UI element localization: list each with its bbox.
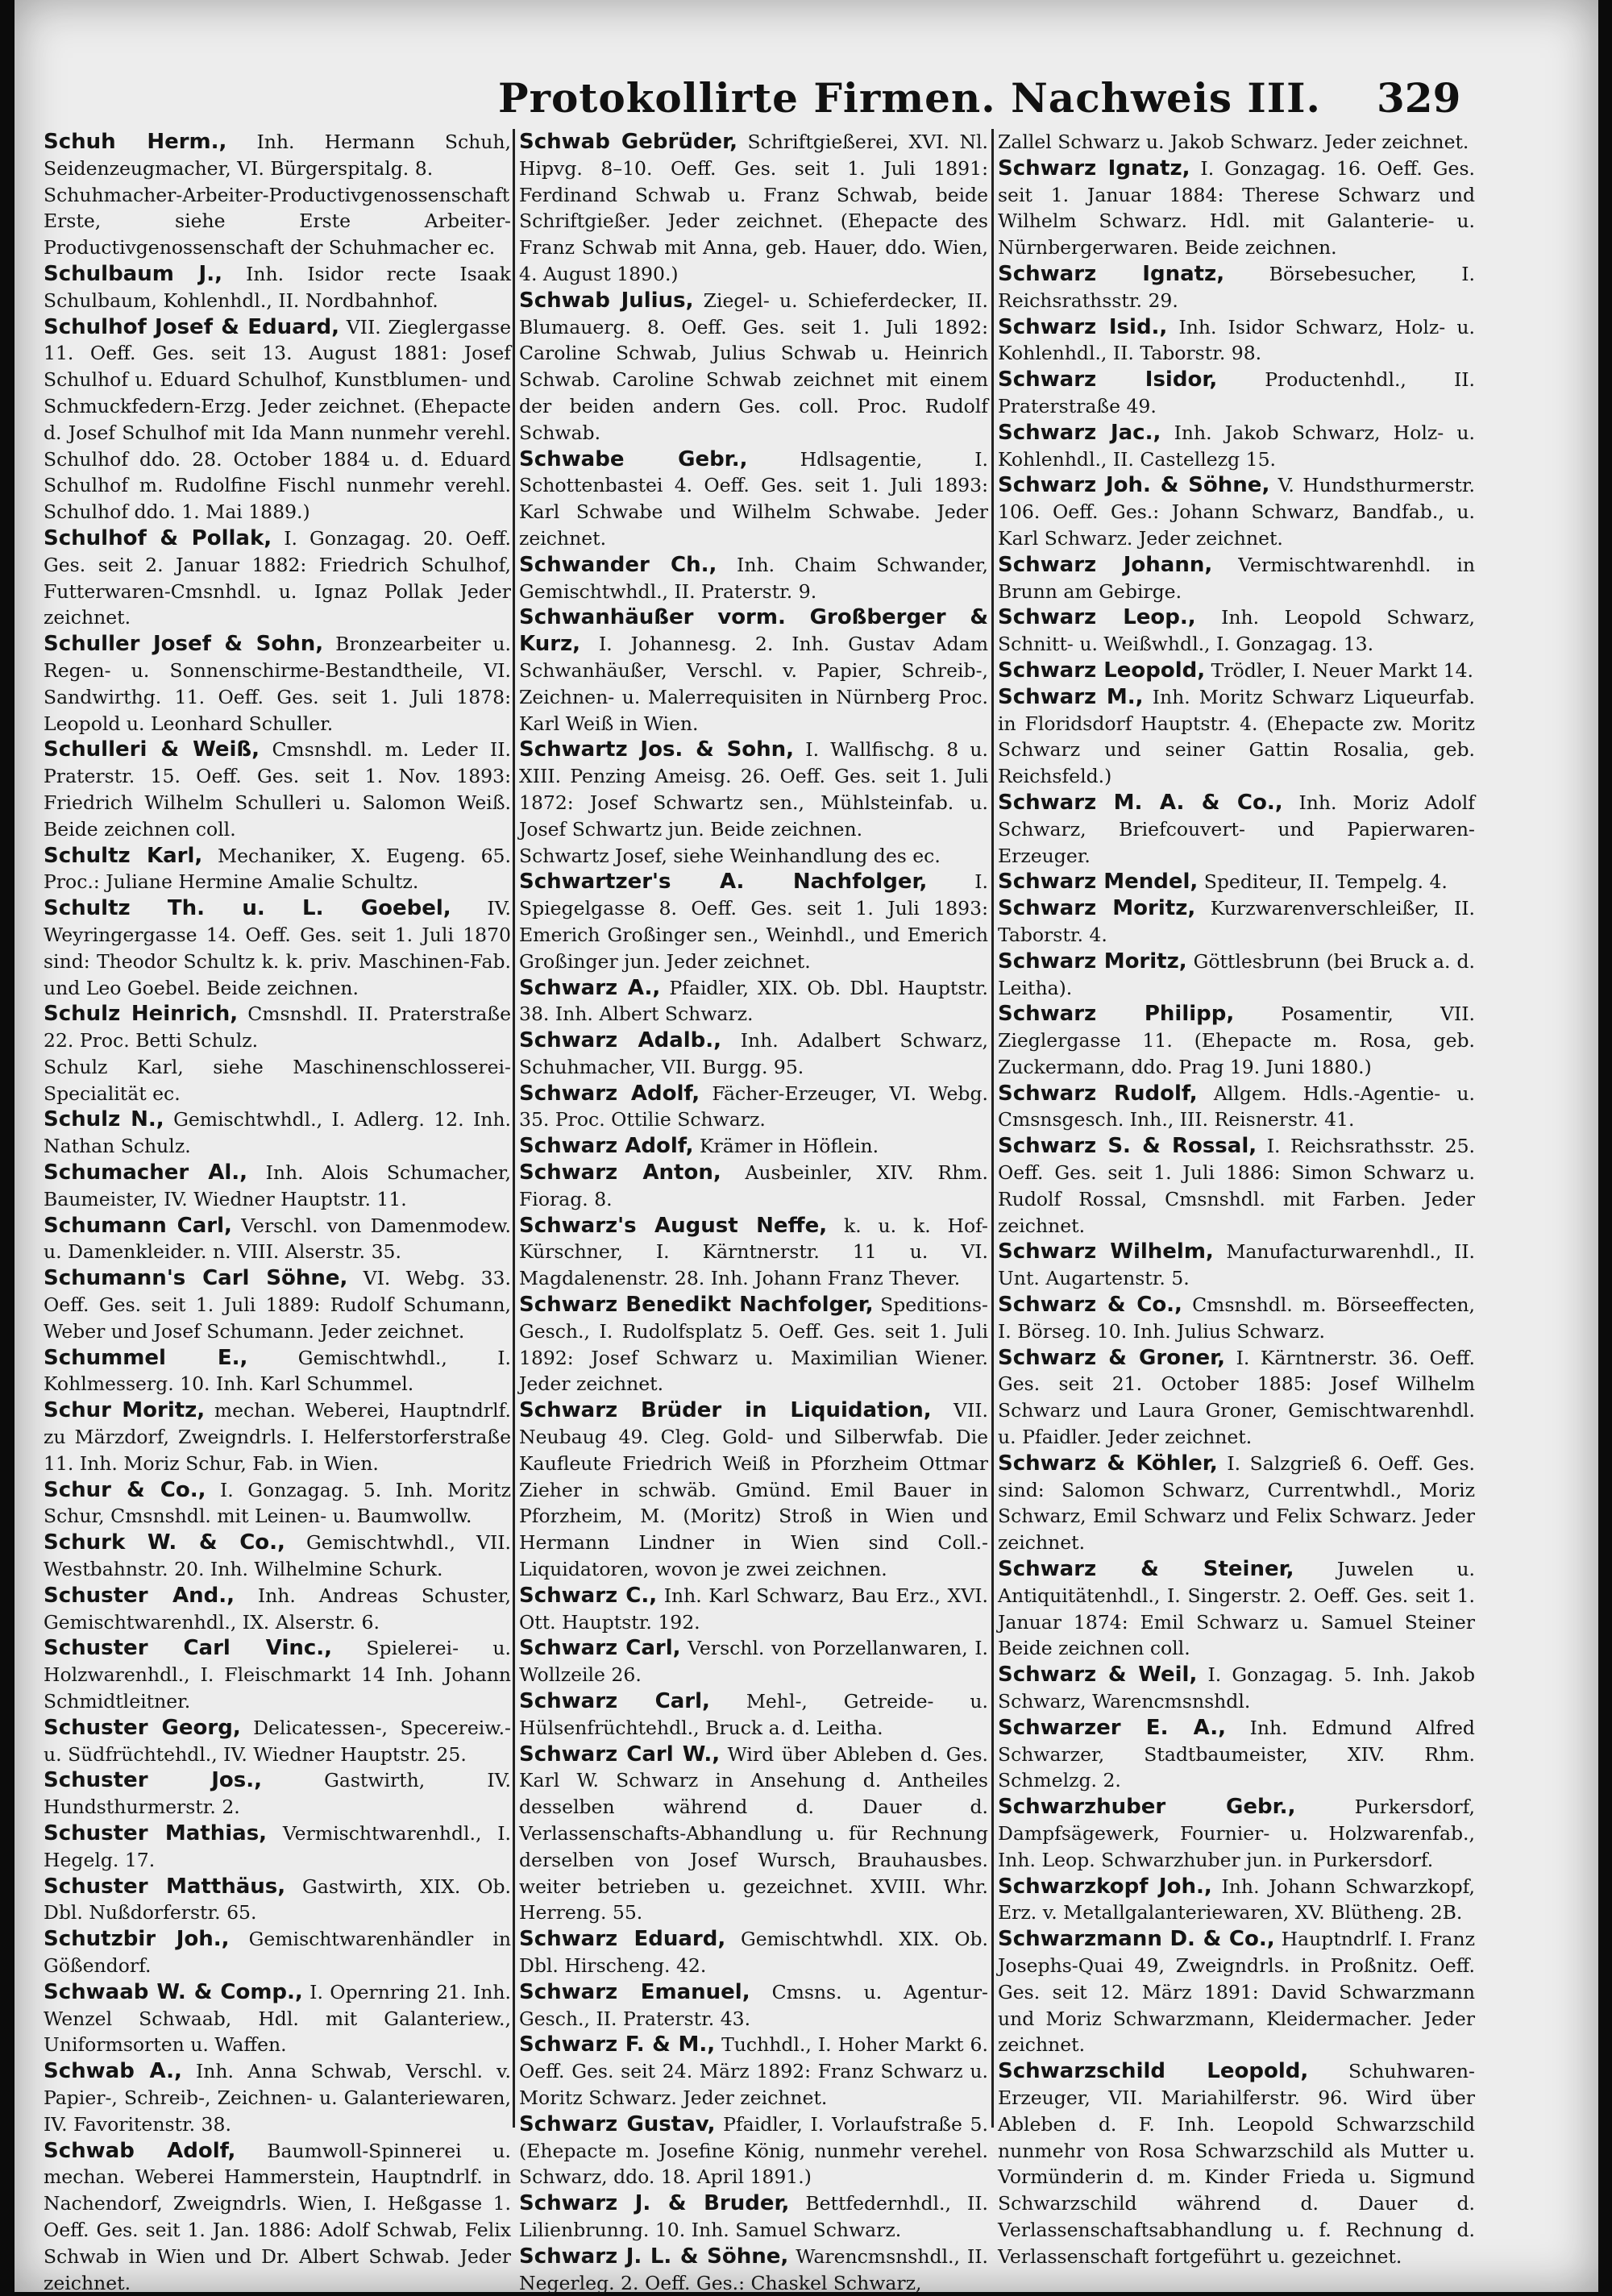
firm-name: Schulleri & Weiß,	[44, 737, 260, 762]
firm-name: Schwarz Adolf,	[519, 1134, 694, 1159]
directory-entry	[998, 1133, 1475, 1239]
page-number: 329	[1377, 74, 1461, 122]
directory-entry	[519, 1583, 988, 1636]
firm-details: Manufacturwarenhdl., II. Unt. Augartenstr. 5.	[998, 1240, 1475, 1290]
firm-details: Gastwirth, IV. Hundsthurmerstr. 2.	[44, 1769, 511, 1819]
directory-entry	[998, 156, 1475, 261]
firm-details: Inh. Adalbert Schwarz, Schuhmacher, VII. Burgg. 95.	[519, 1029, 988, 1078]
directory-entry	[998, 1715, 1475, 1794]
firm-details: I. Wallfischg. 8 u. XIII. Penzing Ameisg. 26. Oeff. Ges. seit 1. Juli 1872: Josef Schwartz sen., Mühlsteinfab. u. Josef Schwartz jun. Beide zeichnen.	[519, 738, 988, 841]
firm-name: Schwab Julius,	[519, 288, 694, 313]
firm-name: Schwarzhuber Gebr.,	[998, 1795, 1296, 1820]
firm-name: Schwarz F. & M.,	[519, 2032, 716, 2057]
firm-details: Gemischtwhdl. XIX. Ob. Dbl. Hirscheng. 42.	[519, 1928, 988, 1977]
directory-entry	[519, 843, 988, 870]
directory-entry	[519, 446, 988, 552]
firm-details: Inh. Jakob Schwarz, Holz- u. Kohlenhdl., II. Castellezg 15.	[998, 421, 1475, 471]
firm-name: Schulbaum J.,	[44, 261, 222, 286]
firm-details: Juwelen u. Antiquitätenhdl., I. Singerstr. 2. Oeff. Ges. seit 1. Januar 1874: Emil Schwarz u. Samuel Steiner Beide zeichnen coll.	[998, 1558, 1475, 1660]
firm-name: Schulhof & Pollak,	[44, 525, 272, 550]
firm-name: Schwarz Anton,	[519, 1160, 721, 1185]
directory-entry	[44, 2138, 511, 2296]
directory-entry	[519, 1213, 988, 1292]
firm-details: Schuhmacher-Arbeiter-Productivgenossenschaft Erste, siehe Erste Arbeiter-Productivgenossenschaft der Schuhmacher ec.	[44, 183, 511, 259]
firm-name: Schumann Carl,	[44, 1213, 232, 1238]
directory-entry	[998, 472, 1475, 551]
firm-name: Schuster Carl Vinc.,	[44, 1636, 333, 1661]
firm-name: Schwarz S. & Rossal,	[998, 1134, 1257, 1159]
firm-details: Ausbeinler, XIV. Rhm. Fiorag. 8.	[519, 1161, 988, 1210]
directory-entry	[998, 552, 1475, 605]
directory-entry	[44, 1926, 511, 1979]
directory-entry	[519, 737, 988, 842]
firm-details: VII. Zieglergasse 11. Oeff. Ges. seit 13. August 1881: Josef Schulhof u. Eduard Schulhof, Kunstblumen- und Schmuckfedern-Erzg. Jeder zeichnet. (Ehepacte d. Josef Schulhof mit Ida Mann nunmehr verehl. Schulhof ddo. 28. October 1884 u. d. Eduard Schulhof m. Rudolfine Fischl nunmehr verehl. Schulhof ddo. 1. Mai 1889.)	[44, 315, 511, 524]
firm-details: Vermischtwarenhdl., I. Hegelg. 17.	[44, 1822, 511, 1871]
directory-entry	[519, 1635, 988, 1688]
directory-entry	[519, 2111, 988, 2190]
firm-name: Schwarz Leop.,	[998, 605, 1196, 630]
directory-entry	[44, 1635, 511, 1714]
firm-details: Cmsns. u. Agentur-Gesch., II. Praterstr. 43.	[519, 1980, 988, 2030]
firm-name: Schwarz Wilhelm,	[998, 1239, 1214, 1264]
firm-details: Mehl-, Getreide- u. Hülsenfrüchtehdl., Bruck a. d. Leitha.	[519, 1690, 988, 1739]
firm-details: Verschl. von Porzellanwaren, I. Wollzeile 26.	[519, 1637, 988, 1687]
directory-entry	[998, 895, 1475, 949]
firm-details: Productenhdl., II. Praterstraße 49.	[998, 368, 1475, 417]
directory-entry	[44, 1213, 511, 1266]
firm-details: Gemischtwhdl., I. Adlerg. 12. Inh. Nathan Schulz.	[44, 1108, 511, 1158]
firm-details: I. Gonzagag. 16. Oeff. Ges. seit 1. Januar 1884: Therese Schwarz und Wilhelm Schwarz. Hdl. mit Galanterie- u. Nürnbergerwaren. Beide zeichnen.	[998, 156, 1475, 259]
directory-entry	[998, 420, 1475, 473]
firm-details: VI. Webg. 33. Oeff. Ges. seit 1. Juli 1889: Rudolf Schumann, Weber und Josef Schumann. Jeder zeichnet.	[44, 1267, 511, 1343]
firm-details: Zallel Schwarz u. Jakob Schwarz. Jeder zeichnet.	[998, 131, 1469, 153]
firm-name: Schur & Co.,	[44, 1477, 206, 1502]
firm-name: Schuster Jos.,	[44, 1768, 262, 1793]
directory-entry	[998, 658, 1475, 684]
firm-name: Schwarz A.,	[519, 975, 661, 1000]
firm-details: Gemischtwhdl., VII. Westbahnstr. 20. Inh. Wilhelmine Schurk.	[44, 1531, 511, 1581]
directory-entry	[998, 129, 1475, 156]
directory-entry	[44, 1821, 511, 1874]
firm-name: Schwarz M.,	[998, 684, 1144, 709]
firm-name: Schwarz Adalb.,	[519, 1028, 722, 1053]
firm-name: Schuster Matthäus,	[44, 1874, 286, 1899]
firm-details: Schwartz Josef, siehe Weinhandlung des ec.	[519, 844, 941, 867]
firm-name: Schulz Heinrich,	[44, 1002, 239, 1027]
firm-details: Bronzearbeiter u. Regen- u. Sonnenschirme-Bestandtheile, VI. Sandwirthg. 11. Oeff. Ges. seit 1. Juli 1878: Leopold u. Leonhard Schuller.	[44, 633, 511, 735]
firm-details: Cmsnshdl. m. Börseeffecten, I. Börseg. 10. Inh. Julius Schwarz.	[998, 1293, 1475, 1343]
firm-details: Tuchhdl., I. Hoher Markt 6. Oeff. Ges. seit 24. März 1892: Franz Schwarz u. Moritz Schwarz. Jeder zeichnet.	[519, 2033, 988, 2109]
firm-details: I. Reichsrathsstr. 25. Oeff. Ges. seit 1. Juli 1886: Simon Schwarz u. Rudolf Rossal, Cmsnshdl. mit Farben. Jeder zeichnet.	[998, 1135, 1475, 1237]
directory-entry	[44, 1054, 511, 1107]
firm-name: Schuller Josef & Sohn,	[44, 632, 324, 657]
firm-name: Schwarz J. L. & Söhne,	[519, 2244, 789, 2269]
firm-name: Schwarz Moritz,	[998, 896, 1196, 921]
column-3	[998, 129, 1476, 2268]
firm-details: Mechaniker, X. Eugeng. 65. Proc.: Juliane Hermine Amalie Schultz.	[44, 844, 511, 894]
firm-details: Allgem. Hdls.-Agentie- u. Cmsnsgesch. Inh., III. Reisnerstr. 41.	[998, 1082, 1475, 1131]
directory-entry	[998, 261, 1475, 314]
firm-details: I. Salzgrieß 6. Oeff. Ges. sind: Salomon Schwarz, Currentwhdl., Moriz Schwarz, Emil Schwarz und Felix Schwarz. Jeder zeichnet.	[998, 1451, 1475, 1555]
firm-details: I. Gonzagag. 5. Inh. Jakob Schwarz, Warencmsnshdl.	[998, 1663, 1475, 1713]
firm-details: Göttlesbrunn (bei Bruck a. d. Leitha).	[998, 949, 1475, 999]
firm-details: Ziegel- u. Schieferdecker, II. Blumauerg. 8. Oeff. Ges. seit 1. Juli 1892: Caroline Schwab, Julius Schwab u. Heinrich Schwab. Caroline Schwab zeichnet mit einem der beiden andern Ges. coll. Proc. Rudolf Schwab.	[519, 289, 988, 444]
firm-name: Schwarz M. A. & Co.,	[998, 790, 1283, 815]
firm-details: Vermischtwarenhdl. in Brunn am Gebirge.	[998, 553, 1475, 603]
firm-name: Schwarz Brüder in Liquidation,	[519, 1398, 932, 1423]
directory-entry	[44, 314, 511, 525]
firm-name: Schultz Th. u. L. Goebel,	[44, 896, 451, 921]
firm-name: Schwarz Leopold,	[998, 658, 1206, 683]
directory-entry	[998, 1556, 1475, 1662]
firm-name: Schwander Ch.,	[519, 552, 717, 577]
directory-entry	[519, 604, 988, 737]
directory-entry	[44, 1874, 511, 1927]
directory-entry	[998, 1081, 1475, 1134]
firm-details: Verschl. von Damenmodew. u. Damenkleider. n. VIII. Alserstr. 35.	[44, 1214, 511, 1264]
firm-name: Schuster Georg,	[44, 1715, 241, 1740]
firm-details: Inh. Karl Schwarz, Bau Erz., XVI. Ott. Hauptstr. 192.	[519, 1584, 988, 1634]
firm-name: Schwarz Ignatz,	[998, 156, 1190, 181]
firm-name: Schuster And.,	[44, 1583, 235, 1608]
firm-name: Schurk W. & Co.,	[44, 1530, 285, 1555]
column-1	[44, 129, 511, 2294]
firm-details: Posamentir, VII. Zieglergasse 11. (Ehepacte m. Rosa, geb. Zuckermann, ddo. Prag 19. Juni 1880.)	[998, 1003, 1475, 1078]
directory-entry	[998, 1794, 1475, 1873]
directory-entry	[44, 182, 511, 261]
firm-name: Schwarz Gustav,	[519, 2111, 716, 2136]
firm-name: Schwarzer E. A.,	[998, 1715, 1226, 1740]
firm-details: I. Gonzagag. 5. Inh. Moritz Schur, Cmsnshdl. mit Leinen- u. Baumwollw.	[44, 1478, 511, 1528]
firm-details: mechan. Weberei, Hauptndrlf. zu Märzdorf, Zweigndrls. I. Helferstorferstraße 11. Inh. Moriz Schur, Fab. in Wien.	[44, 1399, 511, 1475]
directory-entry	[519, 1160, 988, 1213]
directory-entry	[519, 1742, 988, 1927]
directory-entry	[44, 1397, 511, 1476]
firm-details: Pfaidler, I. Vorlaufstraße 5. (Ehepacte m. Josefine König, nunmehr verehel. Schwarz, ddo. 18. April 1891.)	[519, 2112, 988, 2189]
firm-details: Purkersdorf, Dampfsägewerk, Fournier- u. Holzwarenfab., Inh. Leop. Schwarzhuber jun. in Purkersdorf.	[998, 1796, 1475, 1871]
firm-name: Schwarz Emanuel,	[519, 1979, 750, 2004]
firm-name: Schulhof Josef & Eduard,	[44, 314, 340, 339]
firm-details: Inh. Leopold Schwarz, Schnitt- u. Weißwhdl., I. Gonzagag. 13.	[998, 606, 1475, 656]
directory-entry	[519, 2032, 988, 2111]
directory-entry	[44, 1979, 511, 2058]
firm-name: Schwarz C.,	[519, 1583, 658, 1608]
firm-details: k. u. k. Hof-Kürschner, I. Kärntnerstr. 11 u. VI. Magdalenenstr. 28. Inh. Johann Franz Thever.	[519, 1214, 988, 1290]
firm-details: Wird über Ableben d. Ges. Karl W. Schwarz in Ansehung d. Antheiles desselben während d. Dauer d. Verlassenschafts-Abhandlung u. für Rechnung derselben von Josef Wursch, Brauhausbes. weiter betrieben u. gezeichnet. XVIII. Whr. Herreng. 55.	[519, 1742, 988, 1924]
directory-entry	[998, 367, 1475, 420]
firm-details: I. Opernring 21. Inh. Wenzel Schwaab, Hdl. mit Galanteriew., Uniformsorten u. Waffen.	[44, 1980, 511, 2057]
firm-name: Schwarz Benedikt Nachfolger,	[519, 1293, 874, 1318]
directory-entry	[44, 1345, 511, 1398]
firm-details: Bettfedernhdl., II. Lilienbrunng. 10. Inh. Samuel Schwarz.	[519, 2192, 988, 2241]
firm-details: Schuhwaren-Erzeuger, VII. Mariahilferstr. 96. Wird über Ableben d. F. Inh. Leopold Schwarzschild nunmehr von Rosa Schwarzschild als Mutter u. Vormünderin d. m. Kinder Frieda u. Sigmund Schwarzschild während d. Dauer d. Verlassenschaftsabhandlung u. f. Rechnung d. Verlassenschaft fortgeführt u. gezeichnet.	[998, 2060, 1475, 2268]
firm-name: Schumann's Carl Söhne,	[44, 1266, 348, 1291]
firm-details: Inh. Isidor recte Isaak Schulbaum, Kohlenhdl., II. Nordbahnhof.	[44, 262, 511, 312]
firm-name: Schur Moritz,	[44, 1398, 206, 1423]
firm-details: IV. Weyringergasse 14. Oeff. Ges. seit 1. Juli 1870 sind: Theodor Schultz k. k. priv. Maschinen-Fab. und Leo Goebel. Beide zeichnen.	[44, 897, 511, 999]
firm-details: Börsebesucher, I. Reichsrathsstr. 29.	[998, 262, 1476, 312]
firm-name: Schuster Mathias,	[44, 1821, 268, 1846]
directory-entry	[519, 975, 988, 1028]
firm-name: Schwab A.,	[44, 2059, 182, 2084]
directory-entry	[998, 1345, 1475, 1451]
firm-name: Schwab Adolf,	[44, 2138, 236, 2163]
firm-details: Inh. Edmund Alfred Schwarzer, Stadtbaumeister, XIV. Rhm. Schmelzg. 2.	[998, 1716, 1475, 1792]
firm-details: Inh. Anna Schwab, Verschl. v. Papier-, Schreib-, Zeichnen- u. Galanteriewaren, IV. Favoritenstr. 38.	[44, 2060, 511, 2136]
firm-name: Schwarz & Weil,	[998, 1663, 1198, 1688]
firm-name: Schummel E.,	[44, 1345, 248, 1370]
directory-entry	[44, 843, 511, 896]
directory-entry	[519, 1397, 988, 1583]
directory-entry	[998, 314, 1475, 367]
directory-page	[15, 0, 1598, 2292]
firm-name: Schwarz & Groner,	[998, 1345, 1226, 1370]
directory-entry	[44, 1106, 511, 1160]
firm-details: I. Kärntnerstr. 36. Oeff. Ges. seit 21. October 1885: Josef Wilhelm Schwarz und Laura Groner, Gemischtwarenhdl. u. Pfaidler. Jeder zeichnet.	[998, 1346, 1475, 1449]
firm-name: Schwarz Johann,	[998, 552, 1213, 577]
directory-entry	[519, 129, 988, 288]
firm-name: Schwarz Jac.,	[998, 420, 1161, 445]
directory-entry	[44, 1767, 511, 1821]
firm-details: Inh. Hermann Schuh, Seidenzeugmacher, VI. Bürgerspitalg. 8.	[44, 131, 511, 180]
directory-entry	[519, 1081, 988, 1134]
directory-entry	[519, 1133, 988, 1160]
directory-entry	[998, 1451, 1475, 1556]
firm-details: I. Spiegelgasse 8. Oeff. Ges. seit 1. Juli 1893: Emerich Großinger sen., Weinhdl., und Emerich Großinger jun. Jeder zeichnet.	[519, 870, 988, 973]
firm-name: Schwarz Philipp,	[998, 1002, 1235, 1027]
directory-entry	[44, 1715, 511, 1768]
firm-name: Schwarz Carl,	[519, 1689, 710, 1714]
directory-entry	[519, 1979, 988, 2032]
firm-name: Schwarz Mendel,	[998, 870, 1199, 895]
firm-name: Schwarzschild Leopold,	[998, 2059, 1309, 2084]
directory-entry	[519, 288, 988, 446]
firm-name: Schwarz J. & Bruder,	[519, 2191, 790, 2216]
firm-details: Krämer in Höflein.	[699, 1135, 879, 1158]
firm-name: Schwaab W. & Comp.,	[44, 1979, 303, 2004]
directory-entry	[44, 895, 511, 1001]
firm-details: Cmsnshdl. II. Praterstraße 22. Proc. Betti Schulz.	[44, 1003, 511, 1053]
directory-entry	[519, 2244, 988, 2296]
directory-entry	[44, 1160, 511, 1213]
firm-details: Inh. Alois Schumacher, Baumeister, IV. Wiedner Hauptstr. 11.	[44, 1161, 511, 1210]
firm-name: Schwarz & Steiner,	[998, 1557, 1294, 1582]
firm-details: Inh. Moritz Schwarz Liqueurfab. in Floridsdorf Hauptstr. 4. (Ehepacte zw. Moritz Schwarz und seiner Gattin Rosalia, geb. Reichsfeld.)	[998, 685, 1475, 788]
column-divider	[513, 129, 515, 2128]
firm-name: Schwarz Joh. & Söhne,	[998, 473, 1270, 498]
firm-name: Schwarz Carl,	[519, 1636, 681, 1661]
firm-details: Kurzwarenverschleißer, II. Taborstr. 4.	[998, 897, 1475, 946]
firm-name: Schwarz Ignatz,	[998, 261, 1225, 286]
firm-details: Trödler, I. Neuer Markt 14.	[1211, 658, 1474, 682]
firm-name: Schwarz Isidor,	[998, 367, 1218, 392]
directory-entry	[998, 604, 1475, 658]
directory-entry	[519, 1292, 988, 1397]
page-header: Protokollirte Firmen. Nachweis III.	[498, 74, 1321, 122]
firm-name: Schwarz & Co.,	[998, 1293, 1182, 1318]
directory-entry	[44, 1530, 511, 1583]
firm-name: Schwarz's August Neffe,	[519, 1213, 828, 1238]
firm-details: Cmsnshdl. m. Leder II. Praterstr. 15. Oeff. Ges. seit 1. Nov. 1893: Friedrich Wilhelm Schulleri u. Salomon Weiß. Beide zeichnen coll.	[44, 738, 511, 841]
firm-name: Schwarz Rudolf,	[998, 1081, 1198, 1106]
firm-name: Schwarz Carl W.,	[519, 1742, 721, 1767]
directory-entry	[998, 1001, 1475, 1080]
firm-details: Gastwirth, XIX. Ob. Dbl. Nußdorferstr. 65.	[44, 1875, 511, 1924]
firm-name: Schwab Gebrüder,	[519, 130, 737, 154]
firm-details: Speditions-Gesch., I. Rudolfsplatz 5. Oeff. Ges. seit 1. Juli 1892: Josef Schwarz u. Maximilian Wiener. Jeder zeichnet.	[519, 1293, 988, 1396]
directory-entry	[998, 1239, 1475, 1292]
firm-details: Gemischtwarenhändler in Gößendorf.	[44, 1928, 511, 1977]
firm-details: Schriftgießerei, XVI. Nl. Hipvg. 8–10. Oeff. Ges. seit 1. Juli 1891: Ferdinand Schwab u. Franz Schwab, beide Schriftgießer. Jeder zeichnet. (Ehepacte des Franz Schwab mit Anna, geb. Hauer, ddo. Wien, 4. August 1890.)	[519, 131, 988, 285]
directory-entry	[519, 1028, 988, 1081]
firm-details: Inh. Chaim Schwander, Gemischtwhdl., II. Praterstr. 9.	[519, 553, 988, 603]
directory-entry	[44, 1583, 511, 1636]
directory-entry	[519, 869, 988, 974]
firm-name: Schulz N.,	[44, 1107, 164, 1132]
directory-entry	[519, 2190, 988, 2244]
firm-name: Schwarz Isid.,	[998, 314, 1168, 339]
directory-entry	[44, 1265, 511, 1344]
firm-details: V. Hundsthurmerstr. 106. Oeff. Ges.: Johann Schwarz, Bandfab., u. Karl Schwarz. Jeder zeichnet.	[998, 474, 1475, 550]
firm-name: Schwarz Adolf,	[519, 1081, 700, 1106]
firm-details: Inh. Moriz Adolf Schwarz, Briefcouvert- und Papierwaren-Erzeuger.	[998, 791, 1475, 867]
firm-name: Schumacher Al.,	[44, 1160, 248, 1185]
directory-entry	[44, 1001, 511, 1054]
directory-entry	[44, 525, 511, 631]
firm-details: VII. Neubaug 49. Cleg. Gold- und Silberwfab. Die Kaufleute Friedrich Weiß in Pforzheim Ottmar Zieher in schwäb. Gmünd. Emil Bauer in Pforzheim, M. (Moritz) Stroß in Wien und Hermann Lindner in Wien sind Coll.-Liquidatoren, wovon je zwei zeichnen.	[519, 1399, 988, 1581]
firm-name: Schwarz & Köhler,	[998, 1451, 1218, 1476]
firm-details: I. Gonzagag. 20. Oeff. Ges. seit 2. Januar 1882: Friedrich Schulhof, Futterwaren-Cmsnhdl. u. Ignaz Pollak Jeder zeichnet.	[44, 526, 511, 629]
firm-details: Fächer-Erzeuger, VI. Webg. 35. Proc. Ottilie Schwarz.	[519, 1082, 988, 1131]
firm-name: Schwarzkopf Joh.,	[998, 1874, 1212, 1899]
directory-entry	[44, 737, 511, 842]
firm-name: Schwarz Eduard,	[519, 1927, 726, 1952]
firm-details: Gemischtwhdl., I. Kohlmesserg. 10. Inh. Karl Schummel.	[44, 1346, 511, 1396]
firm-name: Schwarzmann D. & Co.,	[998, 1927, 1275, 1952]
directory-entry	[998, 1926, 1475, 2058]
directory-entry	[998, 1292, 1475, 1345]
directory-entry	[44, 261, 511, 314]
firm-name: Schwartz Jos. & Sohn,	[519, 737, 795, 762]
firm-details: I. Johannesg. 2. Inh. Gustav Adam Schwanhäußer, Verschl. v. Papier, Schreib-, Zeichnen- u. Malerrequisiten in Nürnberg Proc. Karl Weiß in Wien.	[519, 633, 988, 735]
firm-details: Inh. Johann Schwarzkopf, Erz. v. Metallgalanteriewaren, XV. Blütheng. 2B.	[998, 1875, 1475, 1924]
column-2	[519, 129, 988, 2294]
firm-details: Baumwoll-Spinnerei u. mechan. Weberei Hammerstein, Hauptndrlf. in Nachendorf, Zweigndrls. Wien, I. Heßgasse 1. Oeff. Ges. seit 1. Jan. 1886: Adolf Schwab, Felix Schwab in Wien und Dr. Albert Schwab. Jeder zeichnet.	[44, 2139, 511, 2294]
directory-entry	[519, 1688, 988, 1742]
firm-details: Delicatessen-, Specereiw.- u. Südfrüchtehdl., IV. Wiedner Hauptstr. 25.	[44, 1716, 511, 1766]
column-divider	[991, 129, 994, 2128]
directory-entry	[998, 684, 1475, 790]
firm-details: Hauptndrlf. I. Franz Josephs-Quai 49, Zweigndrls. in Proßnitz. Oeff. Ges. seit 12. März 1891: David Schwarzmann und Moriz Schwarzmann, Kleidermacher. Jeder zeichnet.	[998, 1928, 1475, 2057]
directory-entry	[998, 2058, 1475, 2269]
firm-name: Schutzbir Joh.,	[44, 1927, 230, 1952]
directory-entry	[44, 1477, 511, 1530]
firm-name: Schultz Karl,	[44, 843, 203, 868]
firm-details: Spediteur, II. Tempelg. 4.	[1203, 870, 1448, 894]
directory-entry	[519, 1926, 988, 1979]
firm-name: Schwarz Moritz,	[998, 949, 1187, 974]
firm-name: Schwabe Gebr.,	[519, 446, 748, 471]
directory-entry	[998, 790, 1475, 869]
directory-entry	[519, 552, 988, 605]
firm-name: Schwartzer's A. Nachfolger,	[519, 870, 928, 895]
firm-details: Spielerei- u. Holzwarenhdl., I. Fleischmarkt 14 Inh. Johann Schmidtleitner.	[44, 1637, 511, 1713]
directory-entry	[44, 129, 511, 182]
directory-entry	[998, 1662, 1475, 1715]
firm-details: Warencmsnshdl., II. Negerleg. 2. Oeff. Ges.: Chaskel Schwarz,	[519, 2244, 988, 2294]
firm-details: Pfaidler, XIX. Ob. Dbl. Hauptstr. 38. Inh. Albert Schwarz.	[519, 976, 988, 1026]
firm-details: Inh. Isidor Schwarz, Holz- u. Kohlenhdl., II. Taborstr. 98.	[998, 315, 1475, 365]
directory-entry	[998, 869, 1475, 895]
firm-details: Hdlsagentie, I. Schottenbastei 4. Oeff. Ges. seit 1. Juli 1893: Karl Schwabe und Wilhelm Schwabe. Jeder zeichnet.	[519, 447, 988, 550]
directory-entry	[998, 949, 1475, 1002]
directory-entry	[998, 1874, 1475, 1927]
directory-entry	[44, 2058, 511, 2137]
firm-details: Schulz Karl, siehe Maschinenschlosserei-Specialität ec.	[44, 1055, 511, 1105]
directory-entry	[44, 631, 511, 737]
firm-name: Schuh Herm.,	[44, 130, 227, 154]
firm-details: Inh. Andreas Schuster, Gemischtwarenhdl., IX. Alserstr. 6.	[44, 1584, 511, 1634]
firm-name: Schwanhäußer vorm. Großberger & Kurz,	[519, 605, 988, 657]
